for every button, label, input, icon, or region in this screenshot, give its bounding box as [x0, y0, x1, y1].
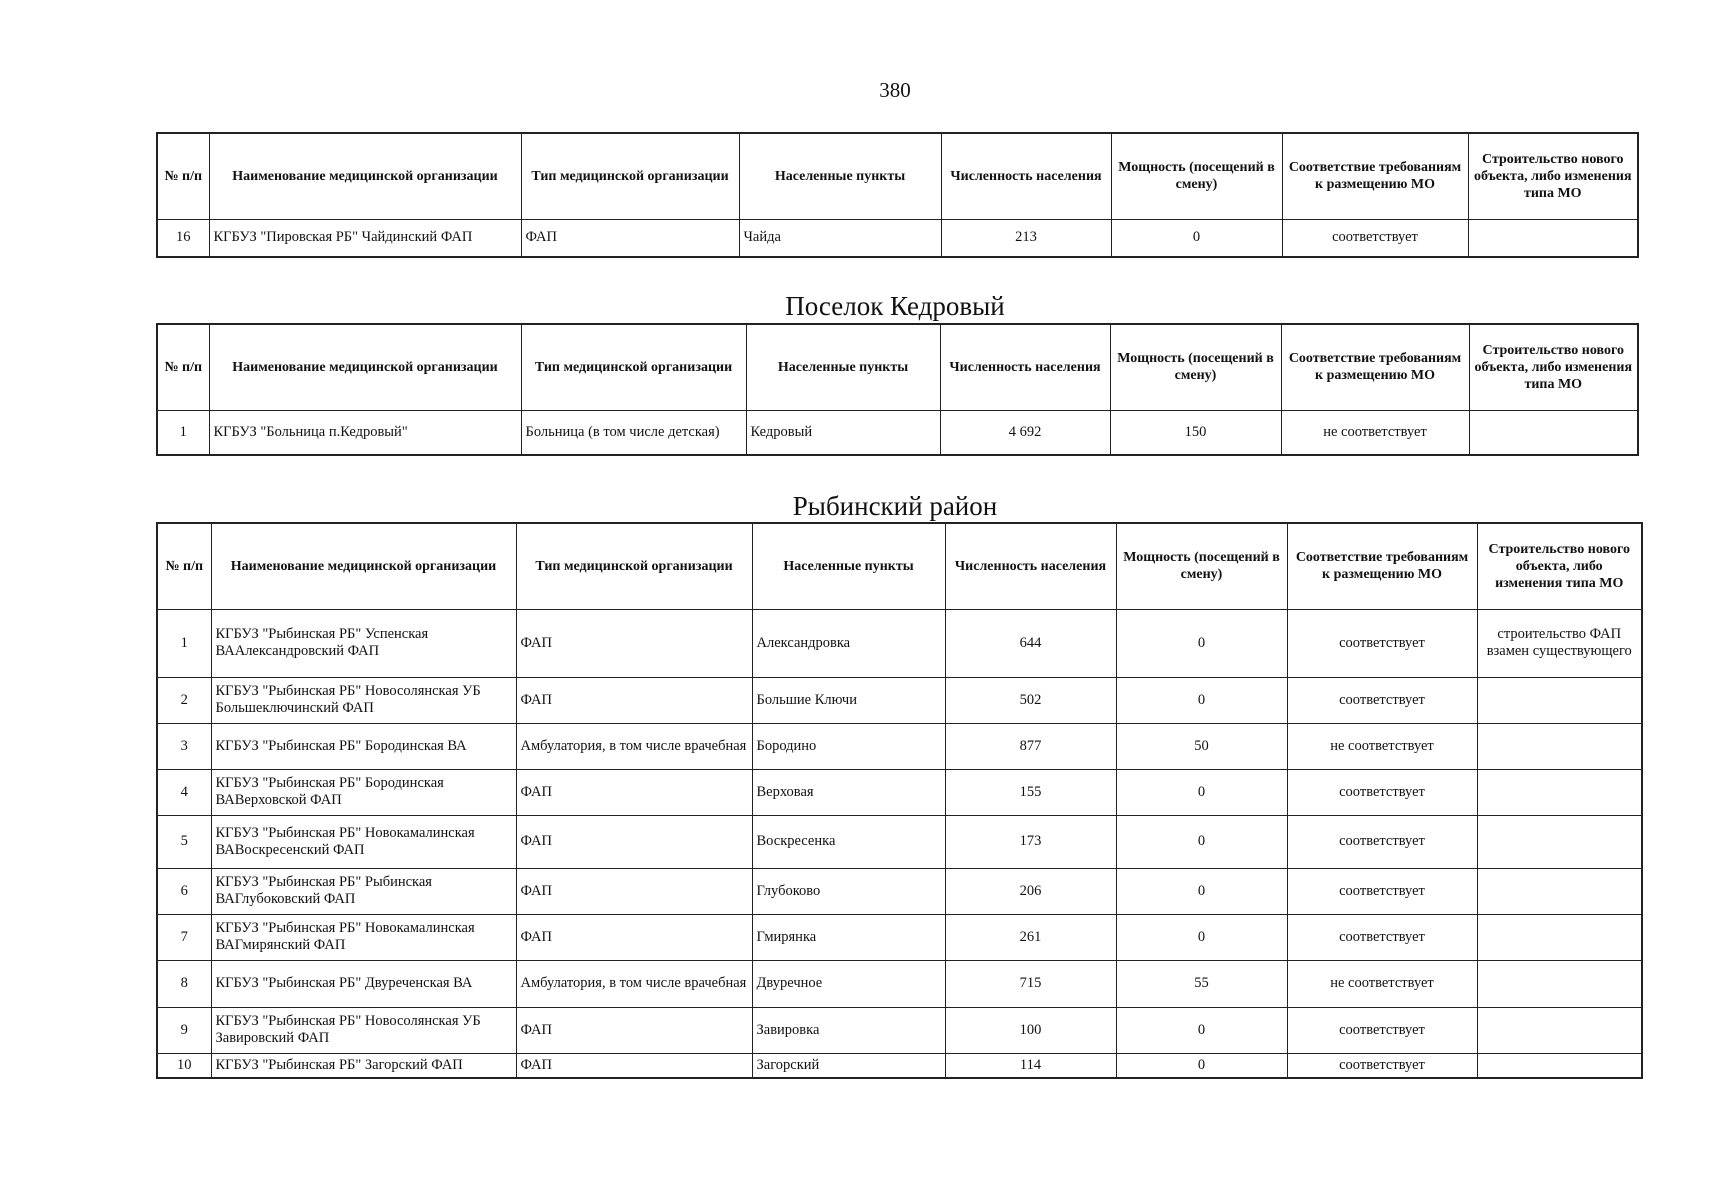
header-settlements: Населенные пункты — [752, 523, 945, 609]
cell-compliance: соответствует — [1287, 609, 1477, 677]
cell-org: КГБУЗ "Больница п.Кедровый" — [209, 410, 521, 455]
cell-capacity: 50 — [1116, 723, 1287, 769]
table-row — [157, 1053, 1642, 1078]
cell-capacity: 0 — [1116, 868, 1287, 914]
cell-org: КГБУЗ "Рыбинская РБ" Рыбинская ВАГлубоковский ФАП — [211, 868, 516, 914]
table-row — [157, 723, 1642, 769]
header-settlements: Населенные пункты — [739, 133, 941, 219]
cell-settlement: Воскресенка — [752, 815, 945, 868]
cell-population: 173 — [945, 815, 1116, 868]
cell-compliance: соответствует — [1287, 769, 1477, 815]
cell-capacity: 0 — [1116, 677, 1287, 723]
cell-population: 4 692 — [940, 410, 1110, 455]
table-row — [157, 1007, 1642, 1053]
cell-capacity: 55 — [1116, 960, 1287, 1007]
cell-settlement: Завировка — [752, 1007, 945, 1053]
cell-type: ФАП — [516, 677, 752, 723]
table-row — [157, 914, 1642, 960]
cell-construction — [1477, 868, 1642, 914]
header-compliance: Соответствие требованиям к размещению МО — [1287, 523, 1477, 609]
header-num: № п/п — [157, 133, 209, 219]
cell-org: КГБУЗ "Пировская РБ" Чайдинский ФАП — [209, 219, 521, 257]
cell-capacity: 150 — [1110, 410, 1281, 455]
cell-compliance: соответствует — [1287, 677, 1477, 723]
cell-capacity: 0 — [1116, 1053, 1287, 1078]
section-title-rybinsky: Рыбинский район — [792, 491, 998, 521]
cell-compliance: соответствует — [1287, 1053, 1477, 1078]
cell-settlement: Бородино — [752, 723, 945, 769]
cell-type: ФАП — [516, 609, 752, 677]
cell-num: 6 — [157, 868, 211, 914]
cell-construction — [1477, 914, 1642, 960]
table-row — [157, 960, 1642, 1007]
cell-org: КГБУЗ "Рыбинская РБ" Новокамалинская ВАВоскресенский ФАП — [211, 815, 516, 868]
header-capacity: Мощность (посещений в смену) — [1110, 324, 1281, 410]
cell-construction — [1477, 1053, 1642, 1078]
header-population: Численность населения — [945, 523, 1116, 609]
cell-population: 100 — [945, 1007, 1116, 1053]
header-num: № п/п — [157, 324, 209, 410]
cell-compliance: соответствует — [1282, 219, 1468, 257]
header-type: Тип медицинской организации — [516, 523, 752, 609]
header-population: Численность населения — [941, 133, 1111, 219]
header-type: Тип медицинской организации — [521, 133, 739, 219]
cell-population: 114 — [945, 1053, 1116, 1078]
cell-org: КГБУЗ "Рыбинская РБ" Бородинская ВА — [211, 723, 516, 769]
cell-capacity: 0 — [1116, 815, 1287, 868]
cell-type: Больница (в том числе детская) — [521, 410, 746, 455]
cell-org: КГБУЗ "Рыбинская РБ" Новосолянская УБ Завировский ФАП — [211, 1007, 516, 1053]
cell-org: КГБУЗ "Рыбинская РБ" Успенская ВААлександровский ФАП — [211, 609, 516, 677]
header-num: № п/п — [157, 523, 211, 609]
cell-population: 502 — [945, 677, 1116, 723]
cell-num: 5 — [157, 815, 211, 868]
header-type: Тип медицинской организации — [521, 324, 746, 410]
cell-construction — [1469, 410, 1638, 455]
cell-num: 16 — [157, 219, 209, 257]
table-kedrovy — [156, 323, 1639, 456]
cell-compliance: соответствует — [1287, 815, 1477, 868]
cell-type: ФАП — [516, 914, 752, 960]
header-org: Наименование медицинской организации — [211, 523, 516, 609]
cell-construction — [1477, 769, 1642, 815]
cell-construction — [1477, 677, 1642, 723]
page-number: 380 — [879, 78, 911, 102]
cell-type: ФАП — [516, 868, 752, 914]
cell-org: КГБУЗ "Рыбинская РБ" Двуреченская ВА — [211, 960, 516, 1007]
cell-construction — [1477, 960, 1642, 1007]
cell-org: КГБУЗ "Рыбинская РБ" Новокамалинская ВАГмирянский ФАП — [211, 914, 516, 960]
table-rybinsky — [156, 522, 1643, 1079]
cell-compliance: соответствует — [1287, 914, 1477, 960]
cell-capacity: 0 — [1116, 609, 1287, 677]
cell-population: 206 — [945, 868, 1116, 914]
cell-type: Амбулатория, в том числе врачебная — [516, 960, 752, 1007]
header-org: Наименование медицинской организации — [209, 133, 521, 219]
cell-type: ФАП — [521, 219, 739, 257]
table-row — [157, 868, 1642, 914]
cell-settlement: Александровка — [752, 609, 945, 677]
cell-num: 3 — [157, 723, 211, 769]
cell-population: 155 — [945, 769, 1116, 815]
cell-type: ФАП — [516, 815, 752, 868]
cell-type: ФАП — [516, 769, 752, 815]
table-row — [157, 609, 1642, 677]
cell-settlement: Глубоково — [752, 868, 945, 914]
cell-settlement: Верховая — [752, 769, 945, 815]
header-capacity: Мощность (посещений в смену) — [1111, 133, 1282, 219]
header-capacity: Мощность (посещений в смену) — [1116, 523, 1287, 609]
cell-capacity: 0 — [1116, 769, 1287, 815]
header-org: Наименование медицинской организации — [209, 324, 521, 410]
cell-org: КГБУЗ "Рыбинская РБ" Загорский ФАП — [211, 1053, 516, 1078]
cell-settlement: Загорский — [752, 1053, 945, 1078]
cell-compliance: соответствует — [1287, 1007, 1477, 1053]
table-row — [157, 815, 1642, 868]
cell-settlement: Большие Ключи — [752, 677, 945, 723]
cell-construction — [1477, 815, 1642, 868]
cell-type: Амбулатория, в том числе врачебная — [516, 723, 752, 769]
cell-capacity: 0 — [1116, 1007, 1287, 1053]
cell-population: 877 — [945, 723, 1116, 769]
cell-num: 9 — [157, 1007, 211, 1053]
table-row — [157, 677, 1642, 723]
cell-type: ФАП — [516, 1053, 752, 1078]
cell-num: 2 — [157, 677, 211, 723]
cell-construction — [1477, 1007, 1642, 1053]
header-population: Численность населения — [940, 324, 1110, 410]
cell-num: 1 — [157, 609, 211, 677]
header-compliance: Соответствие требованиям к размещению МО — [1282, 133, 1468, 219]
cell-num: 1 — [157, 410, 209, 455]
cell-capacity: 0 — [1111, 219, 1282, 257]
header-construction: Строительство нового объекта, либо изменения типа МО — [1468, 133, 1638, 219]
section-title-kedrovy: Поселок Кедровый — [785, 291, 1005, 321]
cell-org: КГБУЗ "Рыбинская РБ" Бородинская ВАВерховской ФАП — [211, 769, 516, 815]
cell-compliance: не соответствует — [1287, 960, 1477, 1007]
table-row — [157, 410, 1638, 455]
cell-construction — [1477, 723, 1642, 769]
header-construction: Строительство нового объекта, либо изменения типа МО — [1469, 324, 1638, 410]
cell-construction: строительство ФАП взамен существующего — [1477, 609, 1642, 677]
cell-population: 213 — [941, 219, 1111, 257]
cell-num: 4 — [157, 769, 211, 815]
header-settlements: Населенные пункты — [746, 324, 940, 410]
cell-org: КГБУЗ "Рыбинская РБ" Новосолянская УБ Большеключинский ФАП — [211, 677, 516, 723]
cell-settlement: Двуречное — [752, 960, 945, 1007]
cell-settlement: Гмирянка — [752, 914, 945, 960]
table-row — [157, 219, 1638, 257]
cell-settlement: Кедровый — [746, 410, 940, 455]
header-construction: Строительство нового объекта, либо изменения типа МО — [1477, 523, 1642, 609]
cell-num: 7 — [157, 914, 211, 960]
cell-population: 261 — [945, 914, 1116, 960]
cell-population: 715 — [945, 960, 1116, 1007]
cell-num: 8 — [157, 960, 211, 1007]
header-compliance: Соответствие требованиям к размещению МО — [1281, 324, 1469, 410]
table-pirovskaya — [156, 132, 1639, 258]
cell-population: 644 — [945, 609, 1116, 677]
cell-compliance: соответствует — [1287, 868, 1477, 914]
cell-compliance: не соответствует — [1281, 410, 1469, 455]
cell-capacity: 0 — [1116, 914, 1287, 960]
cell-compliance: не соответствует — [1287, 723, 1477, 769]
cell-construction — [1468, 219, 1638, 257]
cell-num: 10 — [157, 1053, 211, 1078]
cell-type: ФАП — [516, 1007, 752, 1053]
cell-settlement: Чайда — [739, 219, 941, 257]
table-row — [157, 769, 1642, 815]
